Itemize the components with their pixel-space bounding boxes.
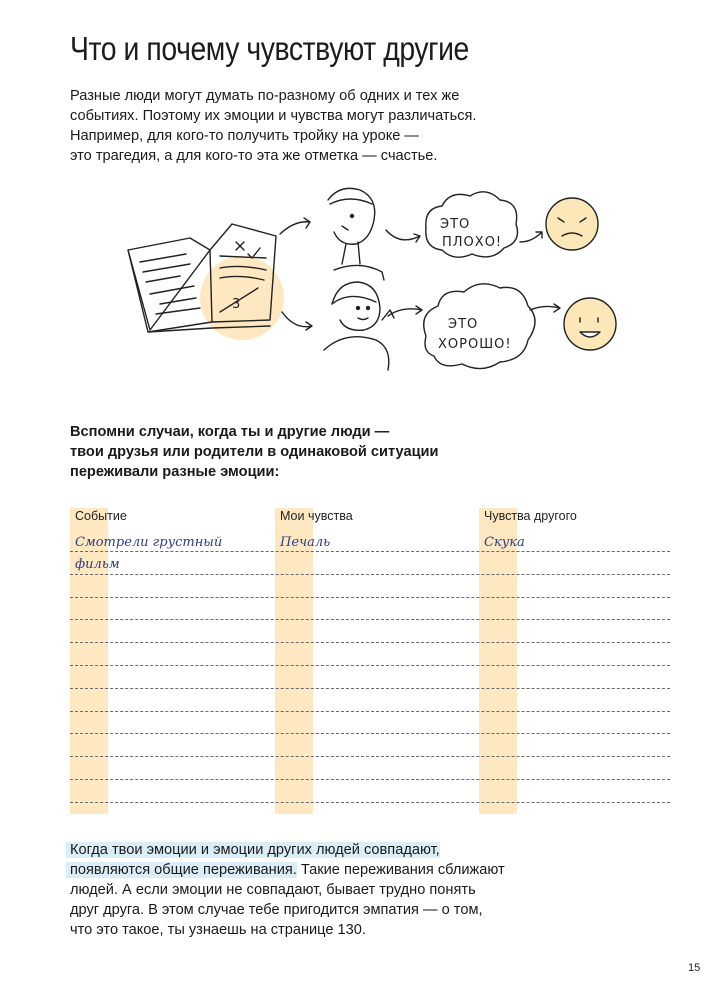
answer-line[interactable] (70, 802, 670, 803)
svg-text:ПЛОХО!: ПЛОХО! (442, 235, 503, 250)
arrow-icon (282, 312, 312, 330)
column-highlight-event (70, 508, 108, 814)
outro-line (70, 860, 550, 880)
illustration (120, 180, 620, 390)
svg-text:ЭТО: ЭТО (448, 317, 479, 332)
prompt-line: Вспомни случаи, когда ты и другие люди — (70, 424, 390, 440)
answer-line[interactable] (70, 574, 670, 575)
sad-face-icon (546, 198, 598, 250)
arrow-icon (386, 230, 420, 242)
example-other: Скука (484, 535, 525, 550)
answer-line[interactable] (70, 756, 670, 757)
outro-text: Такие переживания сближают (296, 862, 505, 878)
answer-line[interactable] (70, 688, 670, 689)
boy-icon (328, 188, 384, 280)
example-event-cont: фильм (75, 557, 120, 572)
arrow-icon (388, 306, 422, 316)
answer-line[interactable] (70, 733, 670, 734)
intro-paragraph (70, 86, 540, 166)
text-highlight: появляются общие переживания. (70, 862, 297, 878)
arrow-icon (520, 232, 542, 242)
example-mine: Печаль (280, 535, 331, 550)
page-number: 15 (688, 962, 701, 974)
page-title: Что и почему чувствуют другие (70, 30, 469, 67)
intro-line: Разные люди могут думать по-разному об одних и тех же (70, 88, 460, 104)
column-header-mine: Мои чувства (280, 509, 353, 523)
answer-line[interactable] (70, 551, 670, 552)
answer-line[interactable] (70, 642, 670, 643)
outro-paragraph (70, 840, 550, 940)
svg-text:ЭТО: ЭТО (440, 217, 471, 232)
outro-line: друг друга. В этом случае тебе пригодится эмпатия — о том, (70, 902, 483, 918)
girl-icon (324, 282, 394, 370)
outro-line (70, 840, 550, 860)
happy-face-icon (564, 298, 616, 350)
answer-line[interactable] (70, 665, 670, 666)
column-highlight-mine (275, 508, 313, 814)
outro-line: что это такое, ты узнаешь на странице 130. (70, 922, 366, 938)
answer-line[interactable] (70, 619, 670, 620)
intro-line: это трагедия, а для кого-то эта же отметка — счастье. (70, 148, 438, 164)
prompt-line: переживали разные эмоции: (70, 464, 280, 480)
answer-line[interactable] (70, 779, 670, 780)
column-highlight-other (479, 508, 517, 814)
exercise-prompt (70, 422, 439, 482)
outro-line: людей. А если эмоции не совпадают, бывает трудно понять (70, 882, 476, 898)
grade-mark: 3 (232, 297, 242, 312)
thought-bubble-good (424, 284, 535, 369)
svg-text:ХОРОШО!: ХОРОШО! (438, 337, 512, 352)
column-header-event: Событие (75, 509, 127, 523)
prompt-line: твои друзья или родители в одинаковой ситуации (70, 444, 439, 460)
answer-line[interactable] (70, 711, 670, 712)
answer-line[interactable] (70, 597, 670, 598)
example-event: Смотрели грустный (75, 535, 223, 550)
column-header-other: Чувства другого (484, 509, 577, 523)
thought-bubble-bad (426, 192, 518, 257)
intro-line: событиях. Поэтому их эмоции и чувства могут различаться. (70, 108, 477, 124)
arrow-icon (530, 304, 560, 312)
intro-line: Например, для кого-то получить тройку на уроке — (70, 128, 420, 144)
arrow-icon (280, 218, 310, 234)
text-highlight: Когда твои эмоции и эмоции других людей совпадают, (70, 842, 440, 858)
